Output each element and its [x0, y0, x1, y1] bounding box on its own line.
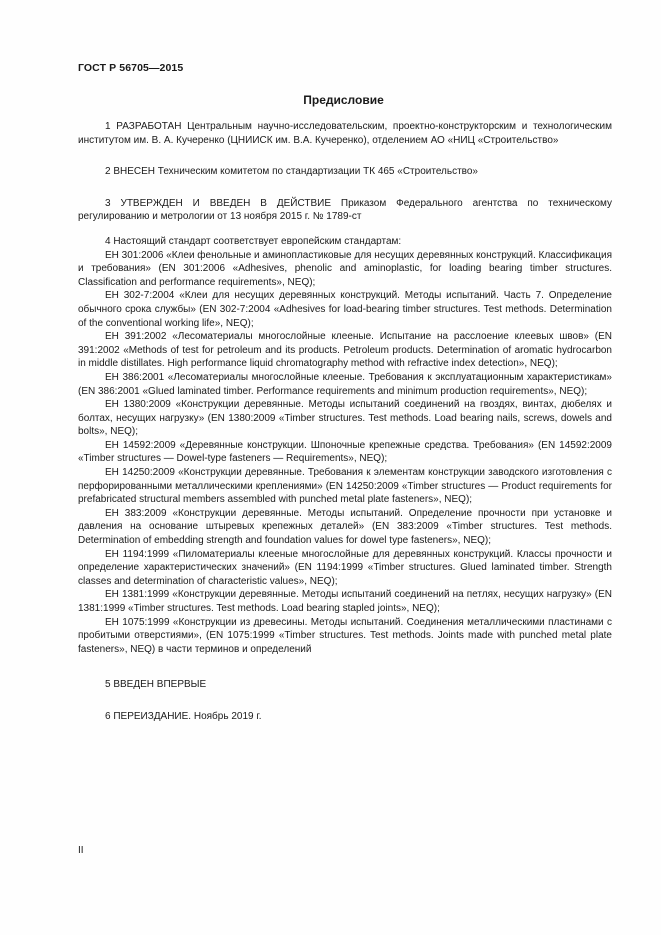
standard-item: ЕН 1194:1999 «Пиломатериалы клееные многослойные для деревянных конструкций. Классы прочности и определение характеристических значений» (EN 1194:1999 «Timber structures. Glued laminated timber. Strength classes and determination of characteristic values», NEQ);	[78, 548, 612, 587]
standard-item: ЕН 391:2002 «Лесоматериалы многослойные клееные. Испытание на расслоение клеевых швов» (EN 391:2002 «Methods of test for petroleum and its products. Petroleum products. Determination of aromatic hydrocarbon in middle distillates. High performance liquid chromatography method with refractive index detection», NEQ);	[78, 331, 612, 370]
standard-item: ЕН 1381:1999 «Конструкции деревянные. Методы испытаний соединений на петлях, несущих нагрузку» (EN 1381:1999 «Timber structures. Test methods. Load bearing stapled joints», NEQ);	[78, 589, 612, 614]
paragraph-developed-by: 1 РАЗРАБОТАН Центральным научно-исследовательским, проектно-конструкторским и технологическим институтом им. В. А. Кучеренко (ЦНИИСК им. В.А. Кучеренко), отделением АО «НИЦ «Строительство»	[78, 121, 612, 146]
document-code-header: ГОСТ Р 56705—2015	[78, 62, 184, 74]
paragraph-republication: 6 ПЕРЕИЗДАНИЕ. Ноябрь 2019 г.	[105, 710, 262, 722]
standard-item: ЕН 1075:1999 «Конструкции из древесины. Методы испытаний. Соединения металлическими пластинами с пробитыми отверстиями», (EN 1075:1999 «Timber structures. Test methods. Joints made with punched metal plate fasteners», NEQ) в части терминов и определений	[78, 616, 612, 655]
standard-item: ЕН 14250:2009 «Конструкции деревянные. Требования к элементам конструкции заводского изготовления с перфорированными металлическими креплениями» (EN 14250:2009 «Timber structures — Product requirements for prefabricated structural members assembled with punched metal plate fasteners», NEQ);	[78, 467, 612, 506]
standard-item: ЕН 302-7:2004 «Клеи для несущих деревянных конструкций. Методы испытаний. Часть 7. Определение обычного срока службы» (EN 302-7:2004 «Adhesives for load-bearing timber structures. Test methods. Determination of the conventional working life», NEQ);	[78, 290, 612, 329]
paragraph-first-introduced: 5 ВВЕДЕН ВПЕРВЫЕ	[105, 679, 207, 691]
standard-item: ЕН 383:2009 «Конструкции деревянные. Методы испытаний. Определение прочности при установке и давления на основание штыревых крепежных деталей» (EN 383:2009 «Timber structures. Test methods. Determination of embedding strength and foundation values for dowel type fasteners», NEQ);	[78, 507, 612, 547]
foreword-body	[78, 120, 612, 724]
section-title: Предисловие	[303, 93, 384, 107]
page-number: II	[78, 845, 84, 856]
standard-item: ЕН 14592:2009 «Деревянные конструкции. Шпоночные крепежные средства. Требования» (EN 14592:2009 «Timber structures — Dowel-type fasteners — Requirements», NEQ);	[78, 439, 612, 465]
paragraph-approved: 3 УТВЕРЖДЕН И ВВЕДЕН В ДЕЙСТВИЕ Приказом Федерального агентства по техническому регулированию и метрологии от 13 ноября 2015 г. № 1789-ст	[78, 197, 612, 223]
standard-item: ЕН 1380:2009 «Конструкции деревянные. Методы испытаний соединений на гвоздях, винтах, дюбелях и болтах, несущих нагрузку» (EN 1380:2009 «Timber structures. Test methods. Load bearing nails, screws, dowels and bolts», NEQ);	[78, 399, 612, 438]
standard-item: ЕН 386:2001 «Лесоматериалы многослойные клееные. Требования к эксплуатационным характеристикам» (EN 386:2001 «Glued laminated timber. Performance requirements and minimum production requirements», NEQ);	[78, 371, 612, 397]
standard-item: ЕН 301:2006 «Клеи фенольные и аминопластиковые для несущих деревянных конструкций. Классификация и требования» (EN 301:2006 «Adhesives, phenolic and aminoplastic, for loading bearing timber structures. Classification and performance requirements», NEQ);	[78, 249, 613, 288]
paragraph-introduced-by: 2 ВНЕСЕН Техническим комитетом по стандартизации ТК 465 «Строительство»	[105, 166, 478, 178]
paragraph-standards-intro: 4 Настоящий стандарт соответствует европейским стандартам:	[105, 235, 402, 247]
